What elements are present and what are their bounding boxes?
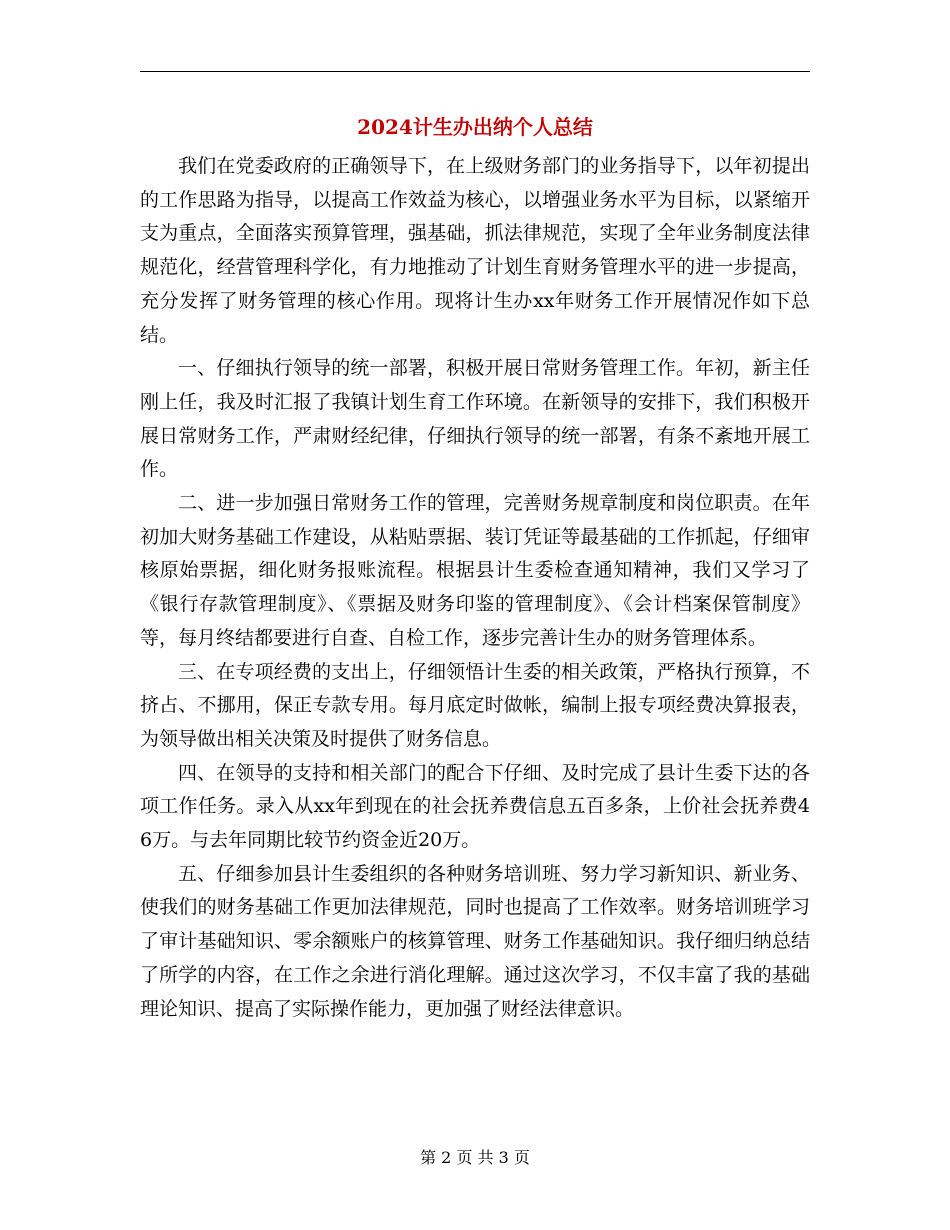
page-number: 第 2 页 共 3 页	[420, 1148, 530, 1167]
paragraph-section-3: 三、在专项经费的支出上，仔细领悟计生委的相关政策，严格执行预算，不挤占、不挪用，保正专款专用。每月底定时做帐，编制上报专项经费决算报表，为领导做出相关决策及时提供了财务信息。	[140, 660, 810, 750]
paragraph-section-4: 四、在领导的支持和相关部门的配合下仔细、及时完成了县计生委下达的各项工作任务。录入从xx年到现在的社会抚养费信息五百多条，上价社会抚养费46万。与去年同期比较节约资金近20万。	[140, 761, 810, 852]
paragraph-section-2: 二、进一步加强日常财务工作的管理，完善财务规章制度和岗位职责。在年初加大财务基础工作建设，从粘贴票据、装订凭证等最基础的工作抓起，仔细审核原始票据，细化财务报账流程。根据县计生委检查通知精神，我们又学习了《银行存款管理制度》、《票据及财务印鉴的管理制度》、《会计档案保管制度》等，每月终结都要进行自查、自检工作，逐步完善计生办的财务管理体系。	[140, 492, 810, 649]
document-body	[140, 150, 810, 1026]
document-title: 2024计生办出纳个人总结	[357, 115, 593, 139]
paragraph-intro: 我们在党委政府的正确领导下，在上级财务部门的业务指导下，以年初提出的工作思路为指导，以提高工作效益为核心，以增强业务水平为目标，以紧缩开支为重点，全面落实预算管理，强基础，抓法律规范，实现了全年业务制度法律规范化，经营管理科学化，有力地推动了计划生育财务管理水平的进一步提高，充分发挥了财务管理的核心作用。现将计生办xx年财务工作开展情况作如下总结。	[140, 155, 810, 346]
paragraph-section-5: 五、仔细参加县计生委组织的各种财务培训班、努力学习新知识、新业务、使我们的财务基础工作更加法律规范，同时也提高了工作效率。财务培训班学习了审计基础知识、零余额账户的核算管理、财务工作基础知识。我仔细归纳总结了所学的内容，在工作之余进行消化理解。通过这次学习，不仅丰富了我的基础理论知识、提高了实际操作能力，更加强了财经法律意识。	[140, 862, 810, 1020]
paragraph-section-1: 一、仔细执行领导的统一部署，积极开展日常财务管理工作。年初，新主任刚上任，我及时汇报了我镇计划生育工作环境。在新领导的安排下，我们积极开展日常财务工作，严肃财经纪律，仔细执行领导的统一部署，有条不紊地开展工作。	[140, 357, 810, 481]
header-rule	[140, 71, 810, 72]
